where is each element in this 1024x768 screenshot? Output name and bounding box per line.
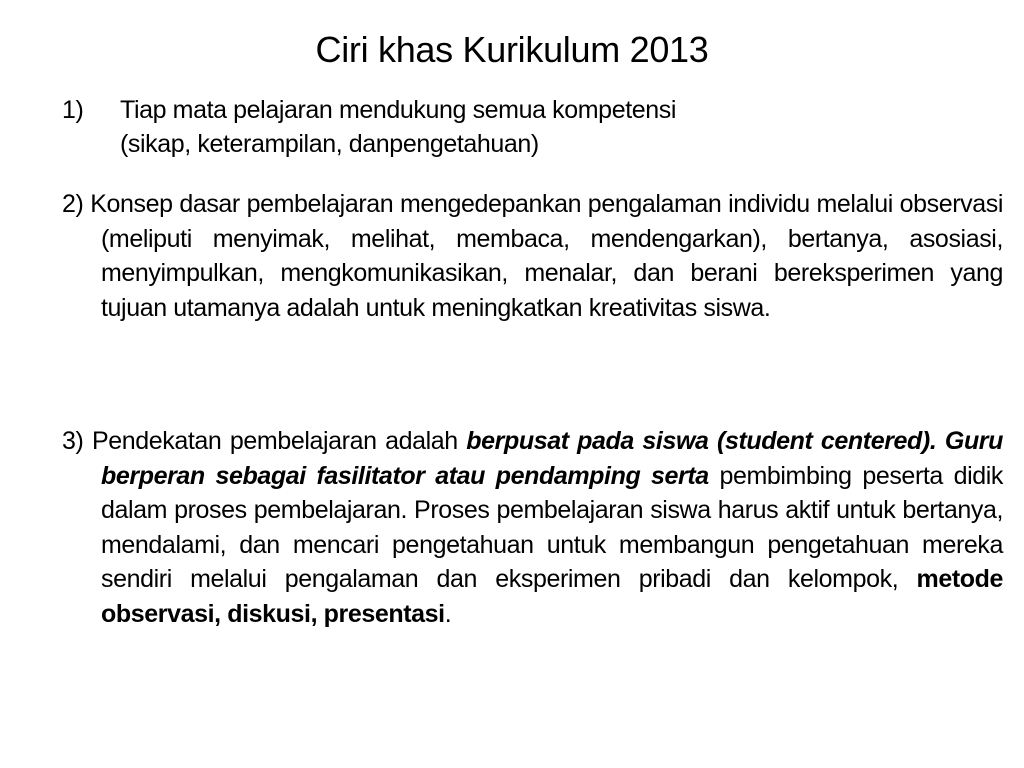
point-2 (62, 187, 1003, 325)
point-3-middle: pembimbing peserta didik dalam proses pembelajaran. Proses pembelajaran siswa harus aktif untuk bertanya, mendalami, dan mencari pengetahuan untuk membangun pengetahuan mereka sendiri melalui pengalaman dan eksperimen pribadi dan kelompok, (101, 461, 1004, 593)
point-3-methods: metode observasi, diskusi, presentasi (101, 565, 1004, 628)
point-1-line-2: (sikap, keterampilan, danpengetahuan) (120, 130, 539, 158)
point-1-body (120, 93, 920, 161)
point-3-emphasis: berpusat pada siswa (student centered). Guru berperan sebagai fasilitator atau pendamping serta (101, 427, 1004, 490)
point-1 (62, 93, 964, 161)
slide-title: Ciri khas Kurikulum 2013 (315, 29, 709, 70)
point-3-intro: Pendekatan pembelajaran adalah (91, 427, 458, 455)
point-3 (62, 424, 1003, 631)
point-2-number: 2) (62, 190, 84, 218)
point-1-line-1: Tiap mata pelajaran mendukung semua kompetensi (120, 96, 677, 124)
point-2-text: Konsep dasar pembelajaran mengedepankan pengalaman individu melalui observasi (meliputi menyimak, melihat, membaca, mendengarkan), bertanya, asosiasi, menyimpulkan, mengkomunikasikan, menalar, dan berani bereksperimen yang tujuan utamanya adalah untuk meningkatkan kreativitas siswa. (90, 190, 1003, 322)
point-1-number: 1) (62, 96, 84, 124)
point-3-end: . (444, 599, 452, 628)
point-3-number: 3) (62, 427, 84, 455)
